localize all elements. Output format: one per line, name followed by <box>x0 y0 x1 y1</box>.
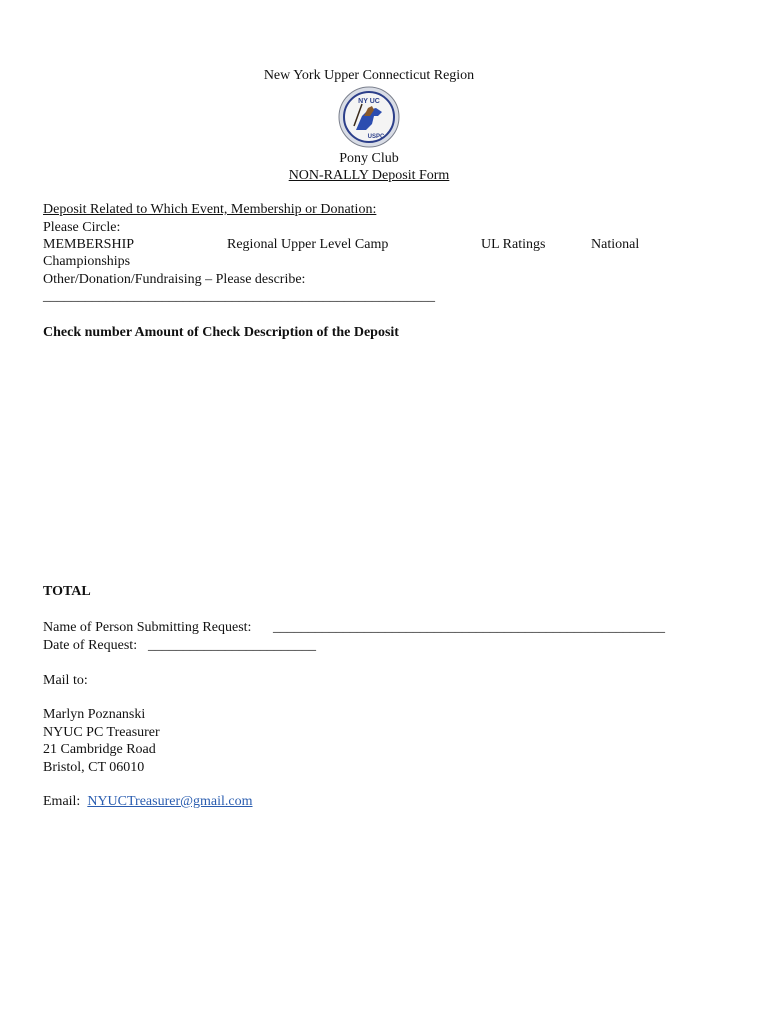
email-label: Email: <box>43 794 81 809</box>
option-membership: MEMBERSHIP <box>43 237 135 252</box>
option-ul-ratings: UL Ratings <box>481 237 546 252</box>
table-header: Check number Amount of Check Description of the Deposit <box>43 325 399 340</box>
form-title: NON-RALLY Deposit Form <box>288 168 450 183</box>
option-championships: Championships <box>43 254 131 269</box>
svg-text:USPC: USPC <box>367 134 385 140</box>
submitter-name-label: Name of Person Submitting Request: <box>43 620 252 635</box>
mail-title: NYUC PC Treasurer <box>43 725 160 740</box>
option-upper-level-camp: Regional Upper Level Camp <box>227 237 389 252</box>
deposit-heading: Deposit Related to Which Event, Membership or Donation: <box>43 202 377 217</box>
svg-text:NY UC: NY UC <box>358 98 380 105</box>
other-description-line[interactable]: ________________________________________________________ <box>43 289 435 304</box>
total-label: TOTAL <box>43 584 91 599</box>
option-national: National <box>591 237 640 252</box>
region-title: New York Upper Connecticut Region <box>263 68 475 83</box>
other-label: Other/Donation/Fundraising – Please describe: <box>43 272 306 287</box>
mail-city: Bristol, CT 06010 <box>43 760 145 775</box>
org-name: Pony Club <box>339 151 399 166</box>
request-date-line[interactable]: ________________________ <box>148 638 316 653</box>
submitter-name-line[interactable]: ________________________________________________________ <box>273 620 665 635</box>
request-date-label: Date of Request: <box>43 638 138 653</box>
mail-to-label: Mail to: <box>43 673 88 688</box>
email-row <box>43 793 253 811</box>
mail-name: Marlyn Poznanski <box>43 707 146 722</box>
pony-club-logo-icon <box>338 86 400 148</box>
mail-street: 21 Cambridge Road <box>43 742 156 757</box>
email-link[interactable]: NYUCTreasurer@gmail.com <box>87 794 253 809</box>
please-circle-label: Please Circle: <box>43 220 121 235</box>
